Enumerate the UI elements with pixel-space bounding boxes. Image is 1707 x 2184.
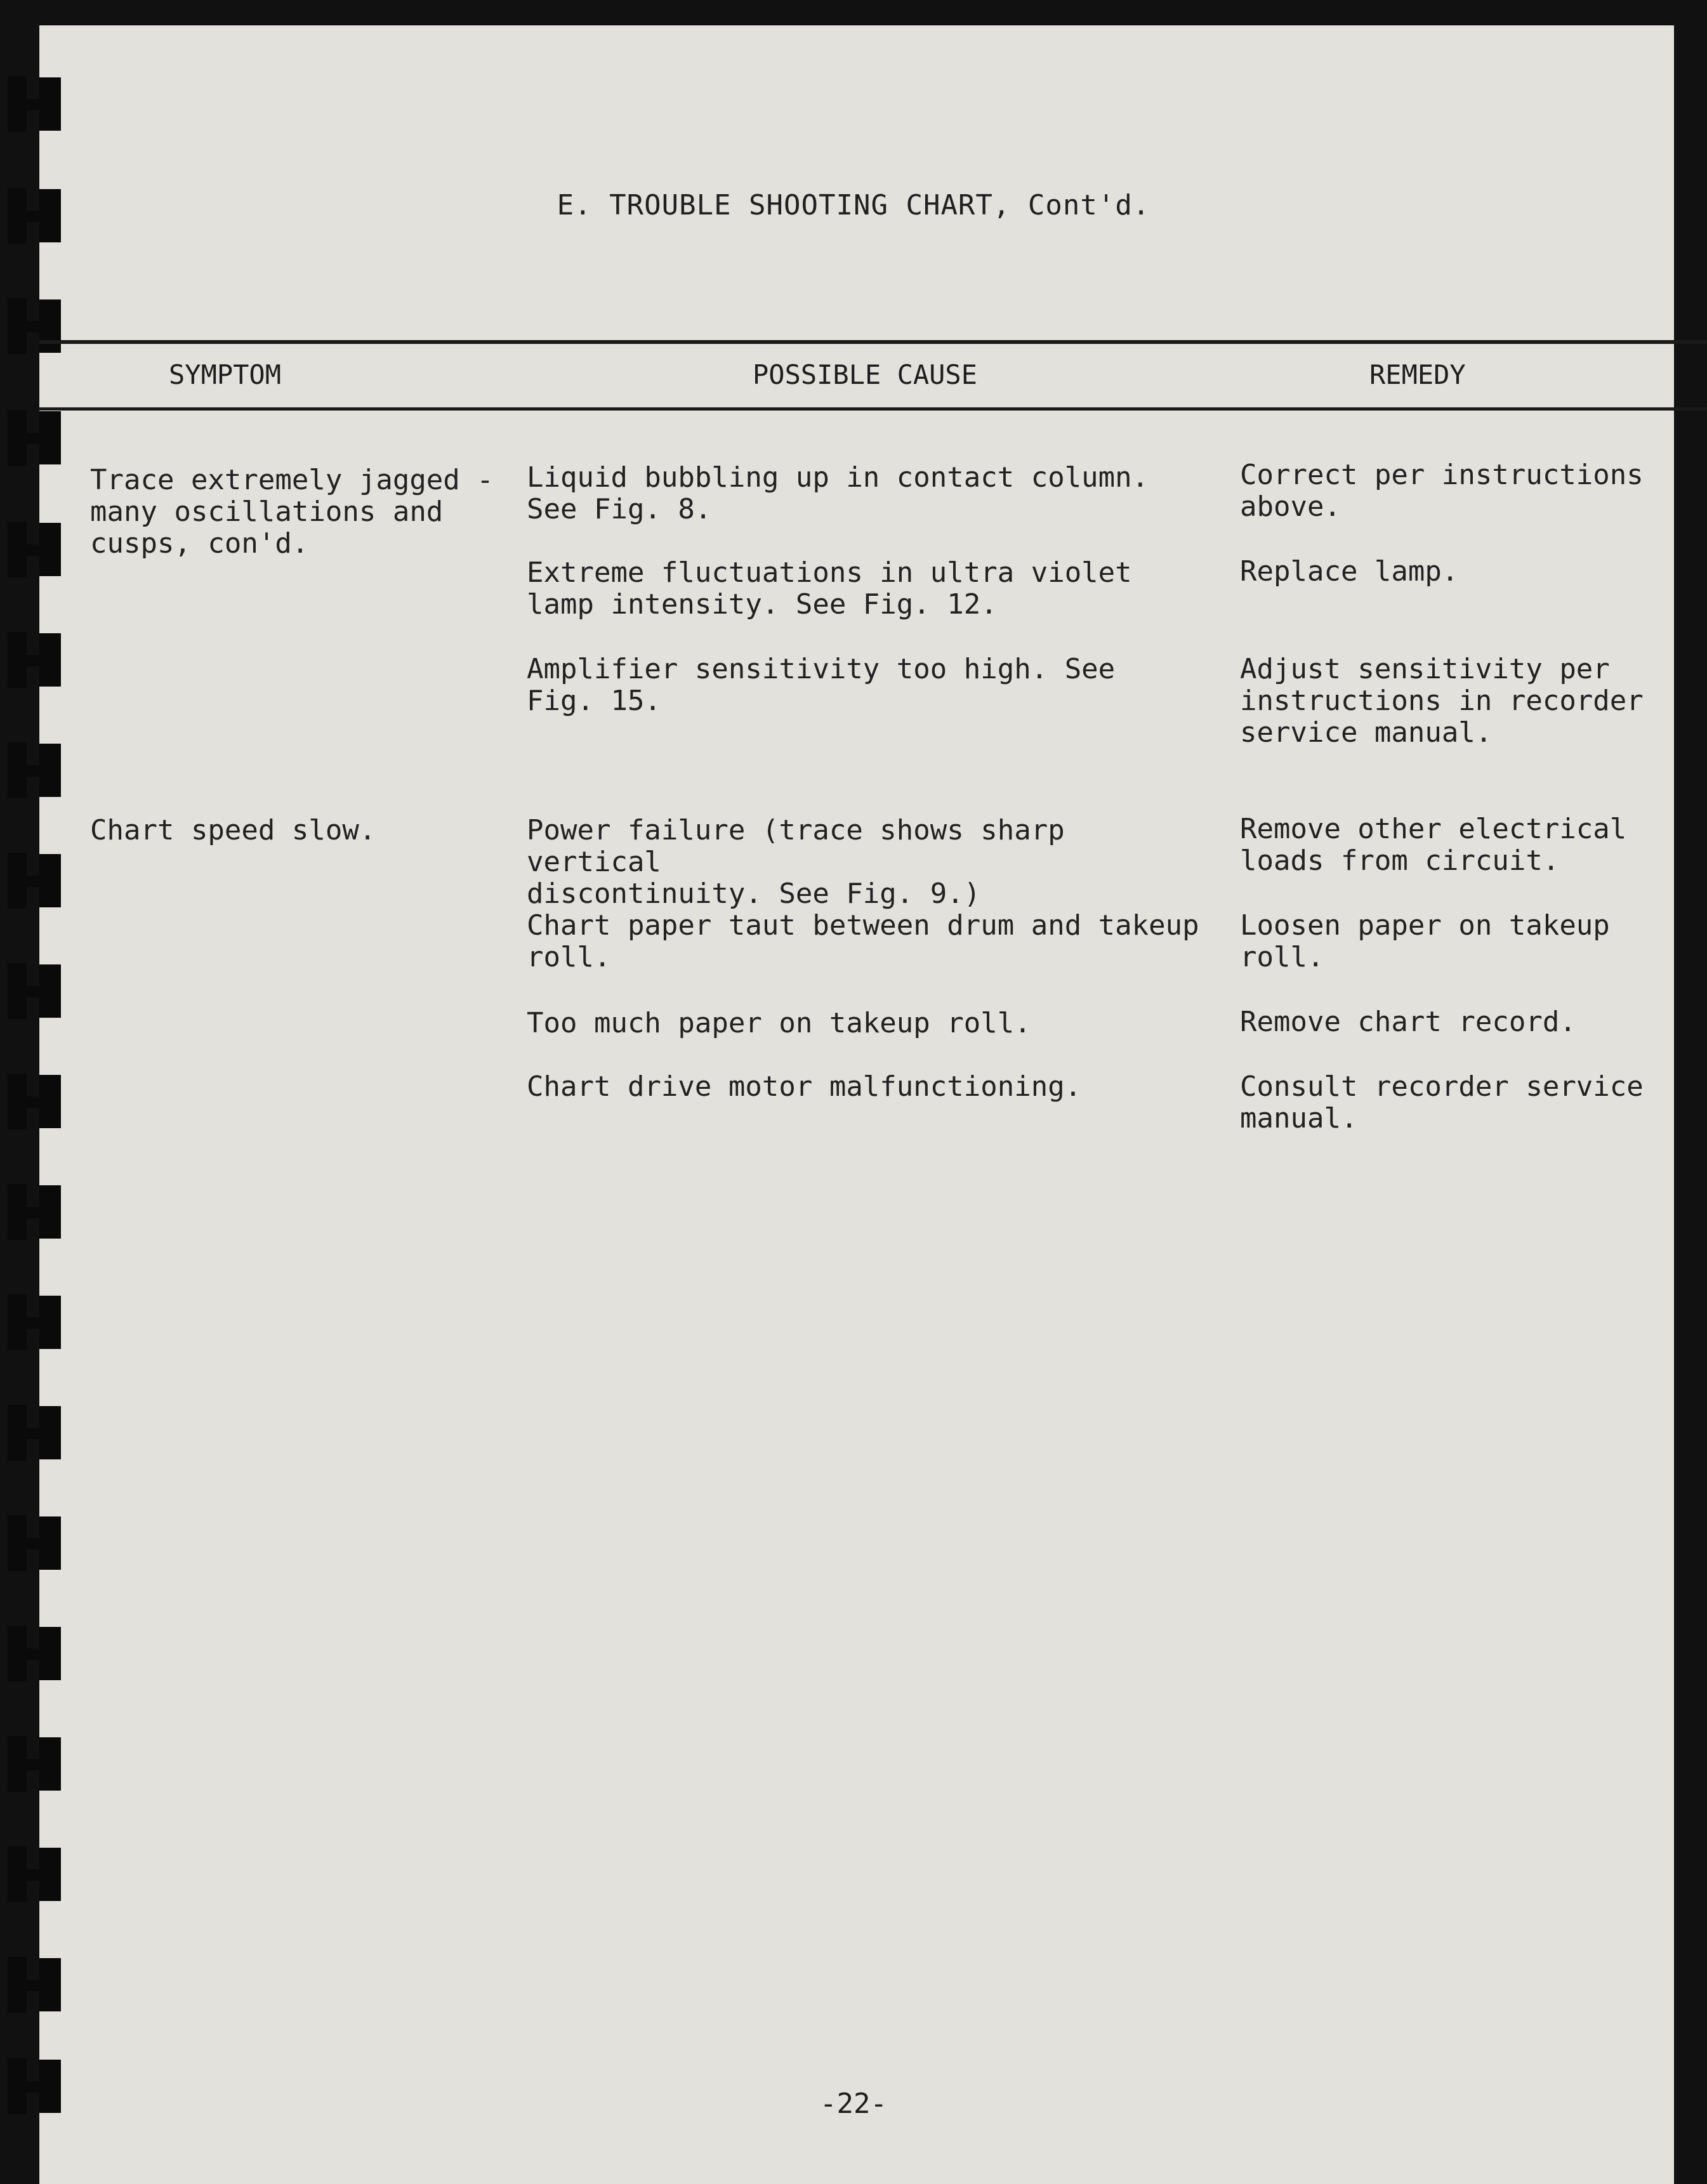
- spiral-binding: [0, 0, 70, 2184]
- binding-ring: [8, 1074, 66, 1129]
- binding-ring: [8, 1405, 66, 1461]
- binding-ring: [8, 1184, 66, 1240]
- binding-ring: [8, 1736, 66, 1792]
- binding-ring: [8, 1957, 66, 2013]
- remedy-cell: Loosen paper on takeup roll.: [1240, 909, 1610, 973]
- page-number: -22-: [820, 2088, 887, 2120]
- remedy-cell: Remove chart record.: [1240, 1006, 1576, 1038]
- binding-ring: [8, 963, 66, 1019]
- cause-cell: Power failure (trace shows sharp vertical discontinuity. See Fig. 9.): [527, 814, 1065, 910]
- cause-cell: Too much paper on takeup roll.: [527, 1007, 1031, 1039]
- cause-cell: Liquid bubbling up in contact column. See Fig. 8.: [527, 461, 1149, 525]
- page-title: E. TROUBLE SHOOTING CHART, Cont'd.: [557, 189, 1150, 221]
- header-symptom: SYMPTOM: [169, 359, 282, 390]
- cause-cell: Chart drive motor malfunctioning.: [527, 1070, 1082, 1103]
- remedy-cell: Consult recorder service manual.: [1240, 1070, 1644, 1135]
- binding-ring: [8, 410, 66, 466]
- binding-ring: [8, 1294, 66, 1350]
- binding-ring: [8, 1846, 66, 1902]
- binding-ring: [8, 1626, 66, 1681]
- cause-cell: Extreme fluctuations in ultra violet lamp intensity. See Fig. 12.: [527, 556, 1132, 621]
- remedy-cell: Remove other electrical loads from circuit.: [1240, 813, 1627, 877]
- binding-ring: [8, 1515, 66, 1571]
- remedy-cell: Replace lamp.: [1240, 555, 1459, 588]
- binding-ring: [8, 853, 66, 909]
- binding-ring: [8, 298, 66, 354]
- remedy-cell: Adjust sensitivity per instructions in recorder service manual.: [1240, 653, 1644, 749]
- table-top-rule: [39, 340, 1707, 344]
- binding-ring: [8, 742, 66, 798]
- header-remedy: REMEDY: [1369, 359, 1466, 390]
- symptom-cell: Trace extremely jagged - many oscillations and cusps, con'd.: [90, 464, 494, 560]
- binding-ring: [8, 632, 66, 688]
- cause-cell: Chart paper taut between drum and takeup roll.: [527, 909, 1199, 973]
- table-header-rule: [39, 407, 1707, 411]
- symptom-cell: Chart speed slow.: [90, 814, 376, 846]
- binding-ring: [8, 76, 66, 132]
- header-possible-cause: POSSIBLE CAUSE: [753, 359, 978, 390]
- binding-ring: [8, 522, 66, 577]
- remedy-cell: Correct per instructions above.: [1240, 459, 1644, 523]
- cause-cell: Amplifier sensitivity too high. See Fig. 15.: [527, 653, 1116, 717]
